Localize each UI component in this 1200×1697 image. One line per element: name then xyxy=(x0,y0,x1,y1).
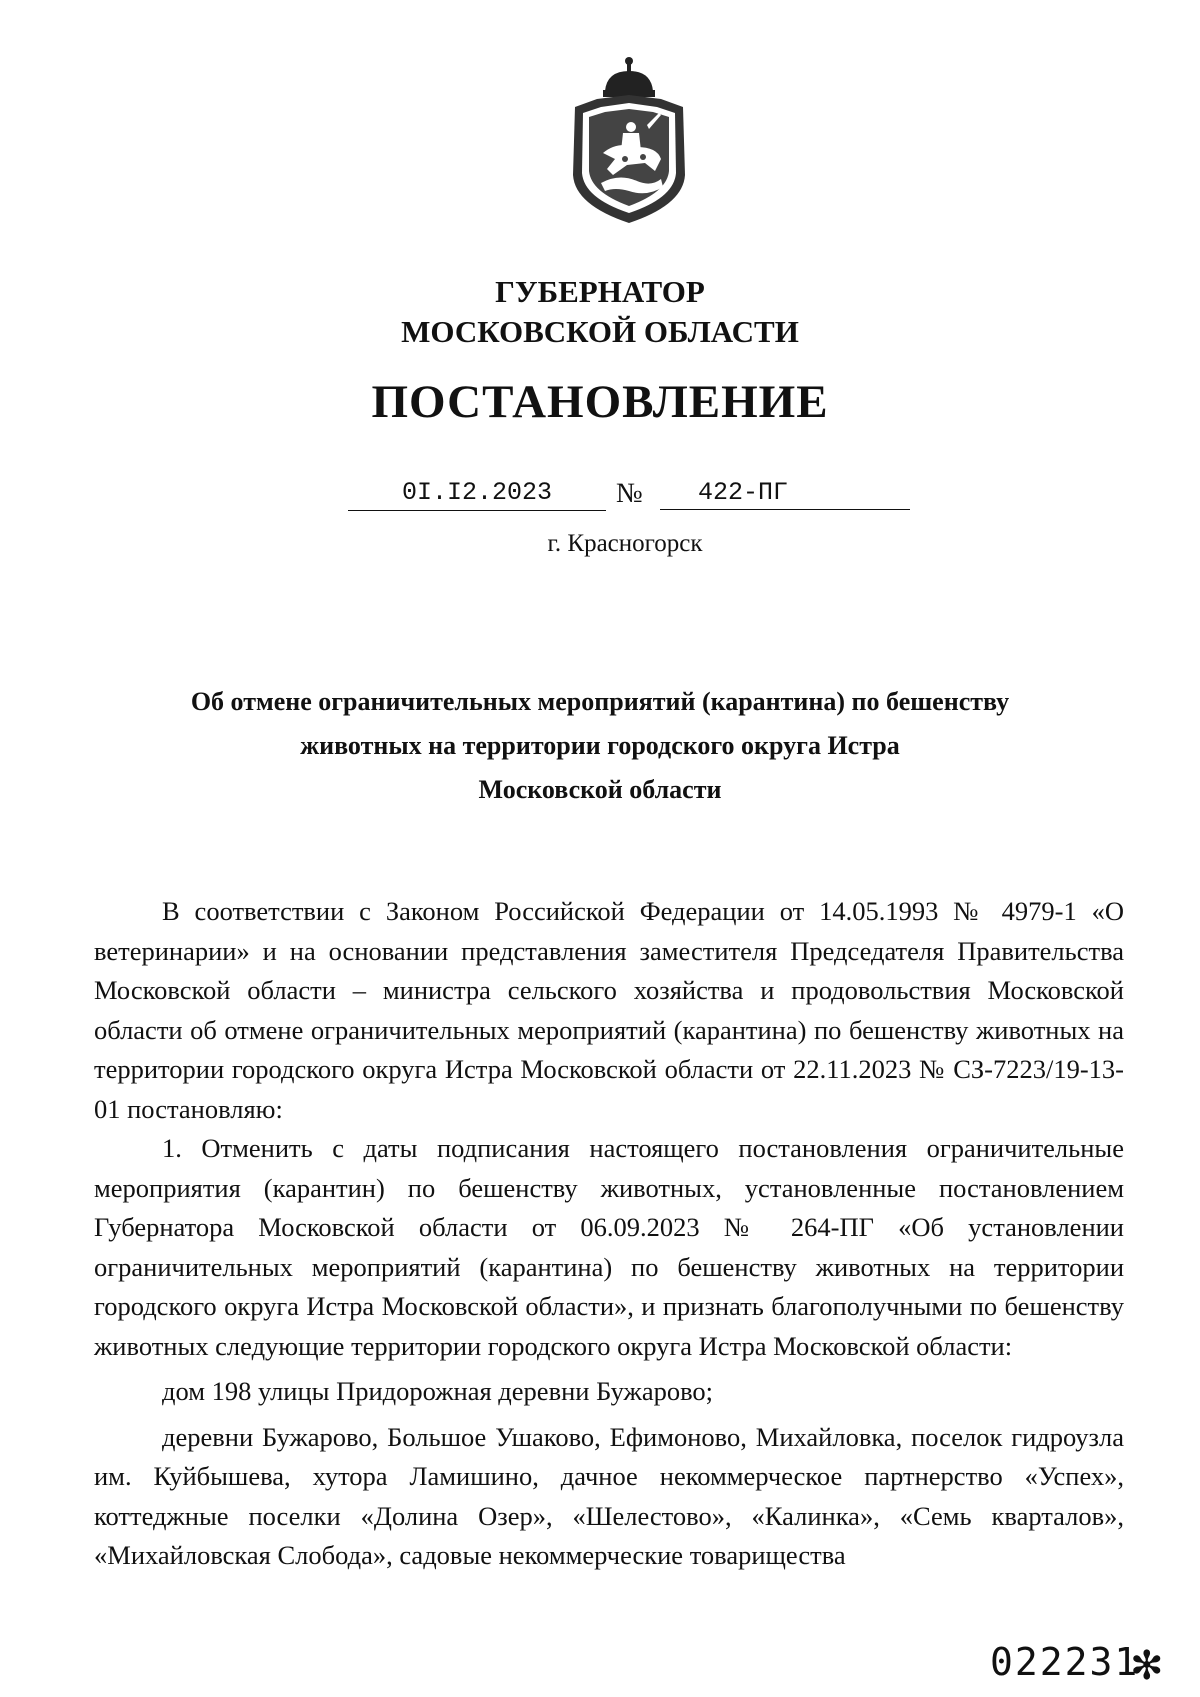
issuing-authority xyxy=(0,272,1200,352)
paragraph-territory-2: деревни Бужарово, Большое Ушаково, Ефимоново, Михайловка, поселок гидроузла им. Куйбышева, хутора Ламишино, дачное некоммерческое партнерство «Успех», коттеджные поселки «Долина Озер», «Шелестово», «Калинка», «Семь кварталов», «Михайловская Слобода», садовые некоммерческие товарищества xyxy=(94,1421,1124,1570)
serial-star-icon: ✻ xyxy=(1130,1643,1164,1689)
document-type: ПОСТАНОВЛЕНИЕ xyxy=(371,376,829,428)
document-number: 422-ПГ xyxy=(660,478,910,510)
authority-line-1: ГУБЕРНАТОР xyxy=(495,274,705,309)
paragraph-preamble: В соответствии с Законом Российской Федерации от 14.05.1993 № 4979-1 «О ветеринарии» и на основании представления заместителя Председателя Правительства Московской области – министра сельского хозяйства и продовольствия Московской области об отмене ограничительных мероприятий (карантина) по бешенству животных на территории городского округа Истра Московской области от 22.11.2023 № СЗ-7223/19-13-01 постановляю: xyxy=(94,896,1124,1124)
paragraph-territory-1: дом 198 улицы Придорожная деревни Бужарово; xyxy=(162,1376,714,1406)
authority-line-2: МОСКОВСКОЙ ОБЛАСТИ xyxy=(401,314,799,349)
number-sign: № xyxy=(616,478,643,509)
coat-of-arms-emblem xyxy=(567,55,691,227)
title-line-2: животных на территории городского округа Истра xyxy=(300,731,900,760)
document-title xyxy=(0,680,1200,812)
title-line-3: Московской области xyxy=(478,775,722,804)
document-date: 0I.I2.2023 xyxy=(348,478,606,511)
city-of-issue: г. Красногорск xyxy=(547,530,703,557)
document-body xyxy=(94,892,1124,1576)
form-serial-number: 022231 xyxy=(990,1640,1140,1684)
moscow-oblast-coat-of-arms-icon xyxy=(567,55,691,227)
title-line-1: Об отмене ограничительных мероприятий (карантина) по бешенству xyxy=(190,687,1010,716)
paragraph-item-1: 1. Отменить с даты подписания настоящего постановления ограничительные мероприятия (карантин) по бешенству животных, установленные постановлением Губернатора Московской области от 06.09.2023 № 264-ПГ «Об установлении ограничительных мероприятий (карантина) по бешенству животных на территории городского округа Истра Московской области», и признать благополучными по бешенству животных следующие территории городского округа Истра Московской области: xyxy=(94,1133,1124,1361)
